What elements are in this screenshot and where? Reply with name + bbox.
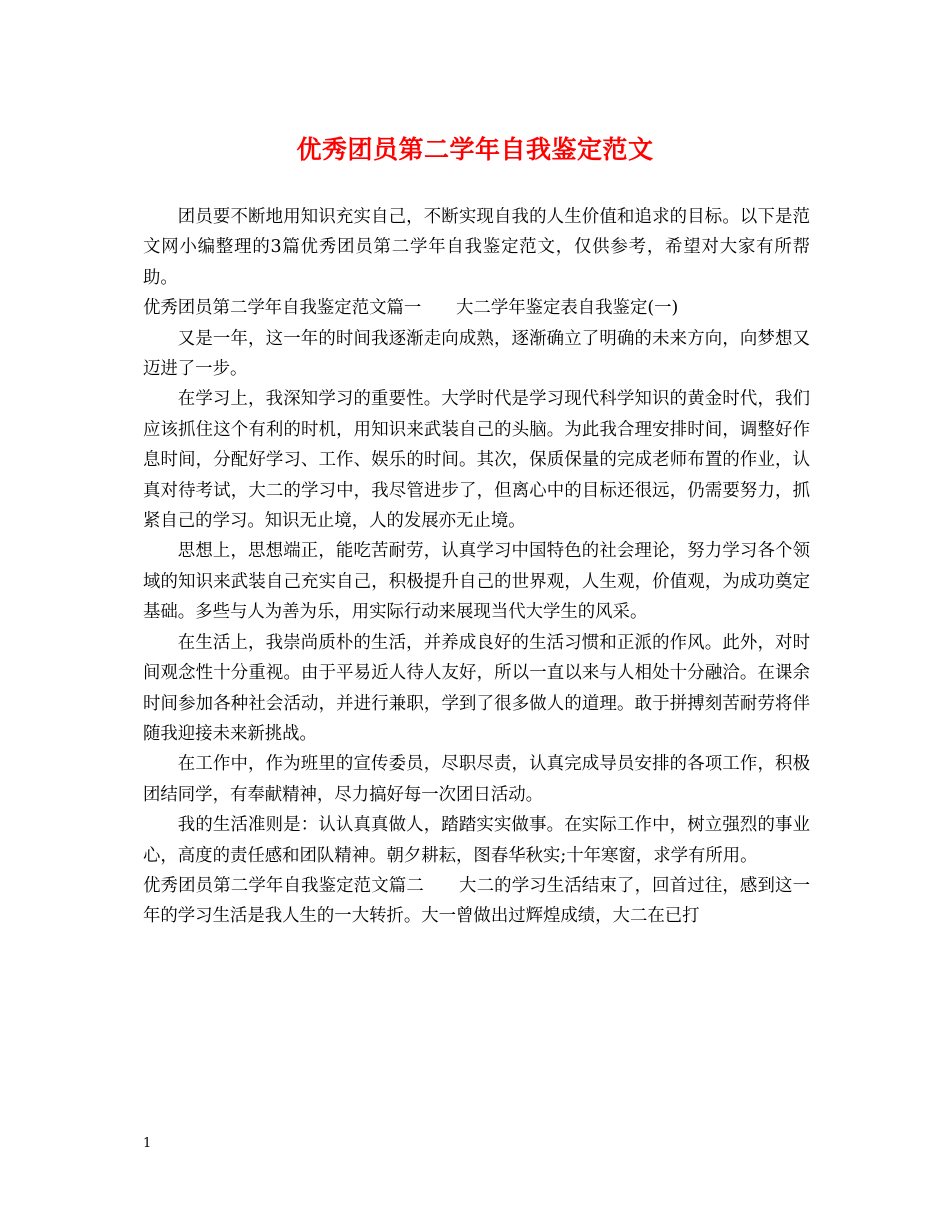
paragraph-thought: 思想上，思想端正，能吃苦耐劳，认真学习中国特色的社会理论，努力学习各个领域的知识来武装自己充实自己，积极提升自己的世界观，人生观，价值观，为成功奠定基础。多些与人为善为乐，用实际行动来展现当代大学生的风采。 xyxy=(143,541,810,623)
document-title: 优秀团员第二学年自我鉴定范文 xyxy=(296,135,654,164)
paragraph-opening: 又是一年，这一年的时间我逐渐走向成熟，逐渐确立了明确的未来方向，向梦想又迈进了一步。 xyxy=(143,328,810,380)
paragraph-life: 在生活上，我崇尚质朴的生活，并养成良好的生活习惯和正派的作风。此外，对时间观念性十分重视。由于平易近人待人友好，所以一直以来与人相处十分融洽。在课余时间参加各种社会活动，并进行兼职，学到了很多做人的道理。敢于拼搏刻苦耐劳将伴随我迎接未来新挑战。 xyxy=(143,632,810,744)
paragraph-work: 在工作中，作为班里的宣传委员，尽职尽责，认真完成导员安排的各项工作，积极团结同学，有奉献精神，尽力搞好每一次团日活动。 xyxy=(143,754,810,805)
paragraph-principle: 我的生活准则是：认认真真做人，踏踏实实做事。在实际工作中，树立强烈的事业心，高度的责任感和团队精神。朝夕耕耘，图春华秋实;十年寒窗，求学有所用。 xyxy=(143,815,810,866)
document-body xyxy=(143,202,810,932)
paragraph-study: 在学习上，我深知学习的重要性。大学时代是学习现代科学知识的黄金时代，我们应该抓住这个有利的时机，用知识来武装自己的头脑。为此我合理安排时间，调整好作息时间，分配好学习、工作、娱乐的时间。其次，保质保量的完成老师布置的作业，认真对待考试，大二的学习中，我尽管进步了，但离心中的目标还很远，仍需要努力，抓紧自己的学习。知识无止境，人的发展亦无止境。 xyxy=(143,389,810,532)
intro-paragraph: 团员要不断地用知识充实自己，不断实现自我的人生价值和追求的目标。以下是范文网小编整理的3篇优秀团员第二学年自我鉴定范文，仅供参考，希望对大家有所帮助。 xyxy=(143,207,810,288)
section-heading-1: 优秀团员第二学年自我鉴定范文篇一 大二学年鉴定表自我鉴定(一) xyxy=(143,298,679,319)
section-heading-2-paragraph: 优秀团员第二学年自我鉴定范文篇二 大二的学习生活结束了，回首过往，感到这一年的学习生活是我人生的一大转折。大一曾做出过辉煌成绩，大二在已打 xyxy=(143,875,810,927)
page-number: 1 xyxy=(143,1136,152,1151)
